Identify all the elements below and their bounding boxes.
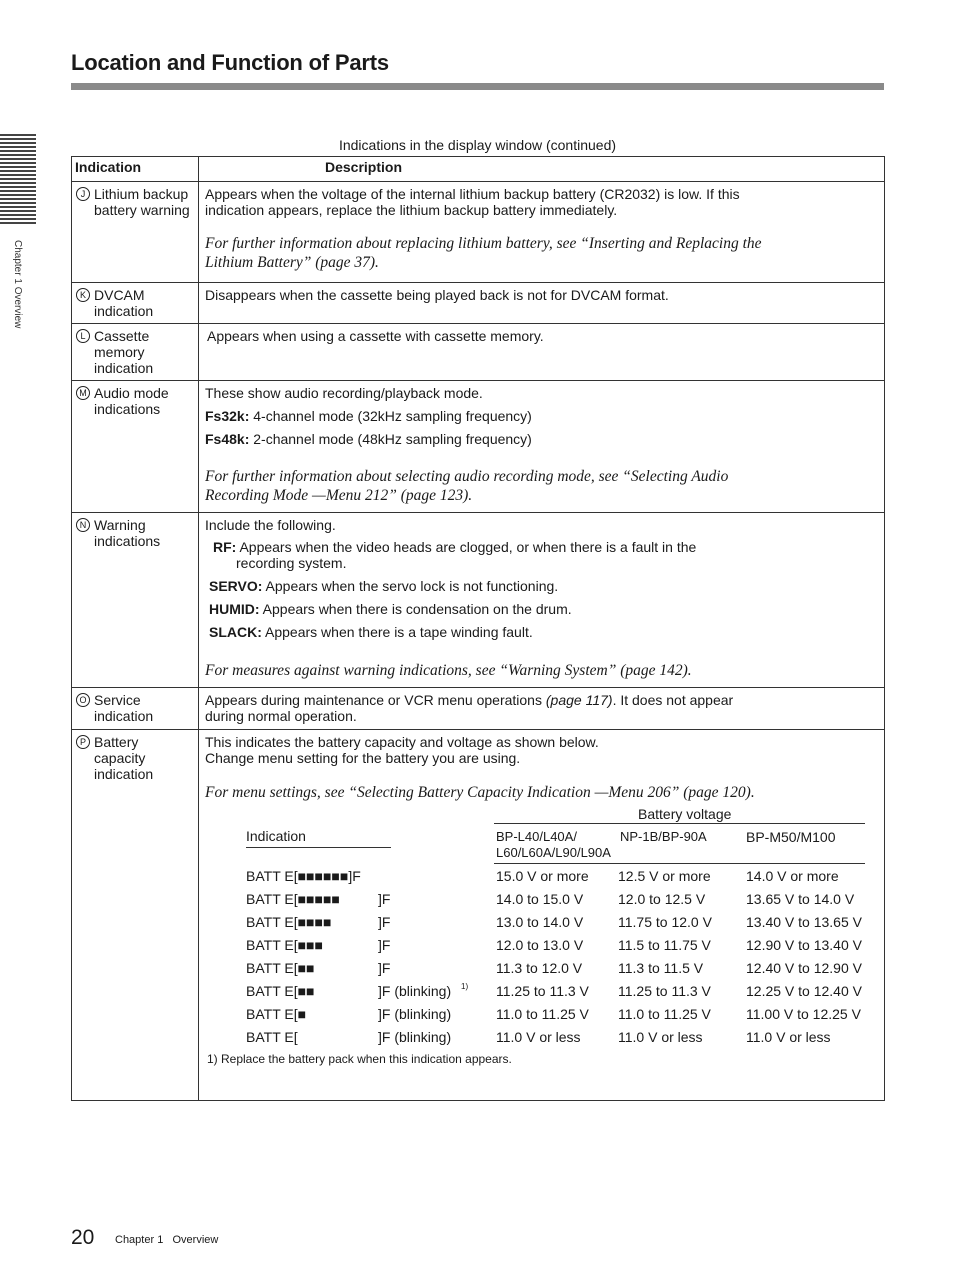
voltage-np-1b: 11.0 to 11.25 V (618, 1006, 711, 1022)
battery-indication: BATT E[■■■■■ (246, 891, 340, 907)
description-cell (199, 324, 885, 381)
circled-letter-o: O (76, 693, 90, 707)
indication-cell (72, 182, 199, 283)
voltage-bp-m50: 14.0 V or more (746, 868, 839, 884)
humid-item (209, 601, 878, 617)
battery-indication-suffix: ]F (blinking) (378, 983, 452, 999)
footnote: 1) Replace the battery pack when this indication appears. (207, 1052, 512, 1066)
servo-item (209, 578, 878, 594)
description-text-b: . It does not appear during normal operation. (205, 692, 734, 724)
fs48k-item (205, 431, 878, 447)
indication-column-header: Indication (72, 157, 199, 182)
indication-cell (72, 324, 199, 381)
description-column-header: Description (199, 157, 885, 182)
page-title: Location and Function of Parts (71, 50, 389, 75)
voltage-bp-l40: 13.0 to 14.0 V (496, 914, 584, 930)
rf-label: RF: (213, 539, 237, 555)
battery-row (205, 956, 885, 979)
fs48k-text: 2-channel mode (48kHz sampling frequency) (249, 431, 532, 447)
indication-cell (72, 513, 199, 688)
battery-row (205, 864, 885, 887)
fs32k-text: 4-channel mode (32kHz sampling frequency) (249, 408, 532, 424)
indication-name: Audio mode indications (94, 385, 169, 417)
indication-name: DVCAM indication (94, 287, 154, 319)
voltage-bp-m50: 11.0 V or less (746, 1029, 831, 1045)
battery-indication: BATT E[■■ (246, 960, 315, 976)
page-reference: (page 117) (545, 692, 613, 708)
chapter-tab-marker (0, 134, 36, 226)
description-cell (199, 730, 885, 1101)
humid-label: HUMID: (209, 601, 260, 617)
battery-indication: BATT E[■■■■■■]F (246, 868, 361, 884)
battery-row (205, 1025, 885, 1048)
page-number: 20 (71, 1226, 95, 1249)
heading-rule (494, 823, 865, 824)
circled-letter-m: M (76, 386, 90, 400)
table-row (72, 513, 885, 688)
description-line-1: This indicates the battery capacity and voltage as shown below. (205, 734, 599, 750)
battery-row (205, 1002, 885, 1025)
description-text: Disappears when the cassette being played back is not for DVCAM format. (205, 287, 669, 303)
battery-indication-suffix: ]F (378, 891, 391, 907)
circled-letter-n: N (76, 518, 90, 532)
voltage-bp-m50: 13.65 V to 14.0 V (746, 891, 855, 907)
description-line-2: Change menu setting for the battery you are using. (205, 750, 521, 766)
battery-row (205, 887, 885, 910)
battery-row: BATT E[■■ ]F (blinking) 11.25 to 11.3 V 11.25 to 11.3 V 12.25 V to 12.40 V 1) (246, 982, 862, 999)
indication-cell (72, 688, 199, 730)
battery-indication-suffix: ]F (378, 960, 391, 976)
battery-indication: BATT E[■ (246, 1006, 307, 1022)
battery-voltage-heading: Battery voltage (638, 806, 732, 822)
fs32k-item (205, 408, 878, 424)
reference-note: For measures against warning indications, see “Warning System” (page 142). (205, 662, 692, 679)
rf-text: Appears when the video heads are clogged, or when there is a fault in the recording system. (236, 539, 697, 571)
reference-note: For further information about replacing lithium battery, see “Inserting and Replacing the Lithium Battery” (page 37). (205, 235, 762, 271)
footer-chapter: Chapter 1 Overview (115, 1234, 219, 1246)
rf-item (209, 539, 756, 571)
table-row (72, 730, 885, 1101)
voltage-bp-l40: 11.25 to 11.3 V (496, 983, 589, 999)
battery-indication: BATT E[■■■■ (246, 914, 332, 930)
voltage-np-1b: 12.0 to 12.5 V (618, 891, 706, 907)
voltage-bp-l40: 12.0 to 13.0 V (496, 937, 584, 953)
table-row (72, 324, 885, 381)
voltage-np-1b: 12.5 V or more (618, 868, 711, 884)
voltage-np-1b: 11.3 to 11.5 V (618, 960, 704, 976)
table-row (72, 283, 885, 324)
table-row (72, 688, 885, 730)
voltage-bp-m50: 12.40 V to 12.90 V (746, 960, 862, 976)
description-cell (199, 283, 885, 324)
voltage-np-1b: 11.0 V or less (618, 1029, 703, 1045)
table-row (72, 381, 885, 513)
circled-letter-j: J (76, 187, 90, 201)
title-rule (71, 83, 884, 90)
indication-rule (246, 847, 391, 848)
description-cell (199, 513, 885, 688)
battery-col-bp-m50: BP-M50/M100 (746, 829, 836, 845)
indication-name: Cassette memory indication (94, 328, 154, 376)
description-text: Include the following. (205, 517, 336, 533)
battery-indication-suffix: ]F (378, 937, 391, 953)
voltage-bp-l40: 11.3 to 12.0 V (496, 960, 583, 976)
voltage-bp-l40: 11.0 V or less (496, 1029, 581, 1045)
humid-text: Appears when there is condensation on the drum. (259, 601, 572, 617)
battery-indication-suffix: ]F (blinking) (378, 1029, 452, 1045)
fs48k-label: Fs48k: (205, 431, 250, 447)
voltage-bp-l40: 14.0 to 15.0 V (496, 891, 584, 907)
battery-indication-suffix: ]F (378, 914, 391, 930)
servo-text: Appears when the servo lock is not functioning. (262, 578, 559, 594)
voltage-np-1b: 11.75 to 12.0 V (618, 914, 712, 930)
voltage-np-1b: 11.5 to 11.75 V (618, 937, 711, 953)
indication-subheader: Indication (246, 828, 306, 844)
table-row (72, 182, 885, 283)
description-cell (199, 381, 885, 513)
servo-label: SERVO: (209, 578, 263, 594)
indication-name: Warning indications (94, 517, 161, 549)
battery-voltage-table (205, 806, 878, 1076)
battery-indication: BATT E[ (246, 1029, 298, 1045)
description-text: Appears when using a cassette with cassette memory. (207, 328, 544, 344)
indication-cell (72, 283, 199, 324)
indication-cell (72, 381, 199, 513)
reference-note: For further information about selecting audio recording mode, see “Selecting Audio Recording Mode —Menu 212” (page 123). (205, 468, 729, 504)
voltage-bp-l40: 11.0 to 11.25 V (496, 1006, 589, 1022)
voltage-bp-m50: 13.40 V to 13.65 V (746, 914, 862, 930)
table-header-row (72, 157, 885, 182)
voltage-bp-m50: 12.25 V to 12.40 V (746, 983, 862, 999)
description-cell (199, 182, 885, 283)
battery-indication-suffix: ]F (blinking) (378, 1006, 452, 1022)
description-text-a: Appears during maintenance or VCR menu operations (205, 692, 546, 708)
description-text (205, 692, 765, 724)
description-text: Appears when the voltage of the internal lithium backup battery (CR2032) is low. If this indication appears, replace the lithium backup battery immediately. (205, 186, 740, 218)
fs32k-label: Fs32k: (205, 408, 250, 424)
description-text: These show audio recording/playback mode. (205, 385, 483, 401)
battery-row (205, 910, 885, 933)
slack-text: Appears when there is a tape winding fault. (261, 624, 533, 640)
voltage-bp-m50: 12.90 V to 13.40 V (746, 937, 862, 953)
battery-row (205, 933, 885, 956)
table-caption: Indications in the display window (continued) (338, 137, 617, 153)
battery-col-bp-l40: BP-L40/L40A/ L60/L60A/L90/L90A (496, 829, 611, 860)
circled-letter-l: L (76, 329, 90, 343)
indications-table (71, 156, 885, 1101)
side-chapter-label: Chapter 1 Overview (12, 240, 23, 329)
slack-item (209, 624, 878, 640)
battery-col-np-1b: NP-1B/BP-90A (620, 829, 707, 844)
battery-indication: BATT E[■■■ (246, 937, 323, 953)
slack-label: SLACK: (209, 624, 262, 640)
circled-letter-k: K (76, 288, 90, 302)
voltage-bp-l40: 15.0 V or more (496, 868, 589, 884)
battery-indication: BATT E[■■ (246, 983, 315, 999)
indication-name: Service indication (94, 692, 154, 724)
description-cell (199, 688, 885, 730)
voltage-np-1b: 11.25 to 11.3 V (618, 983, 711, 999)
battery-rows (205, 864, 885, 1048)
indication-cell (72, 730, 199, 1101)
reference-note: For menu settings, see “Selecting Battery Capacity Indication —Menu 206” (page 120). (205, 784, 755, 801)
indication-name: Lithium backup battery warning (94, 186, 190, 218)
circled-letter-p: P (76, 735, 90, 749)
indication-name: Battery capacity indication (94, 734, 154, 782)
voltage-bp-m50: 11.00 V to 12.25 V (746, 1006, 861, 1022)
